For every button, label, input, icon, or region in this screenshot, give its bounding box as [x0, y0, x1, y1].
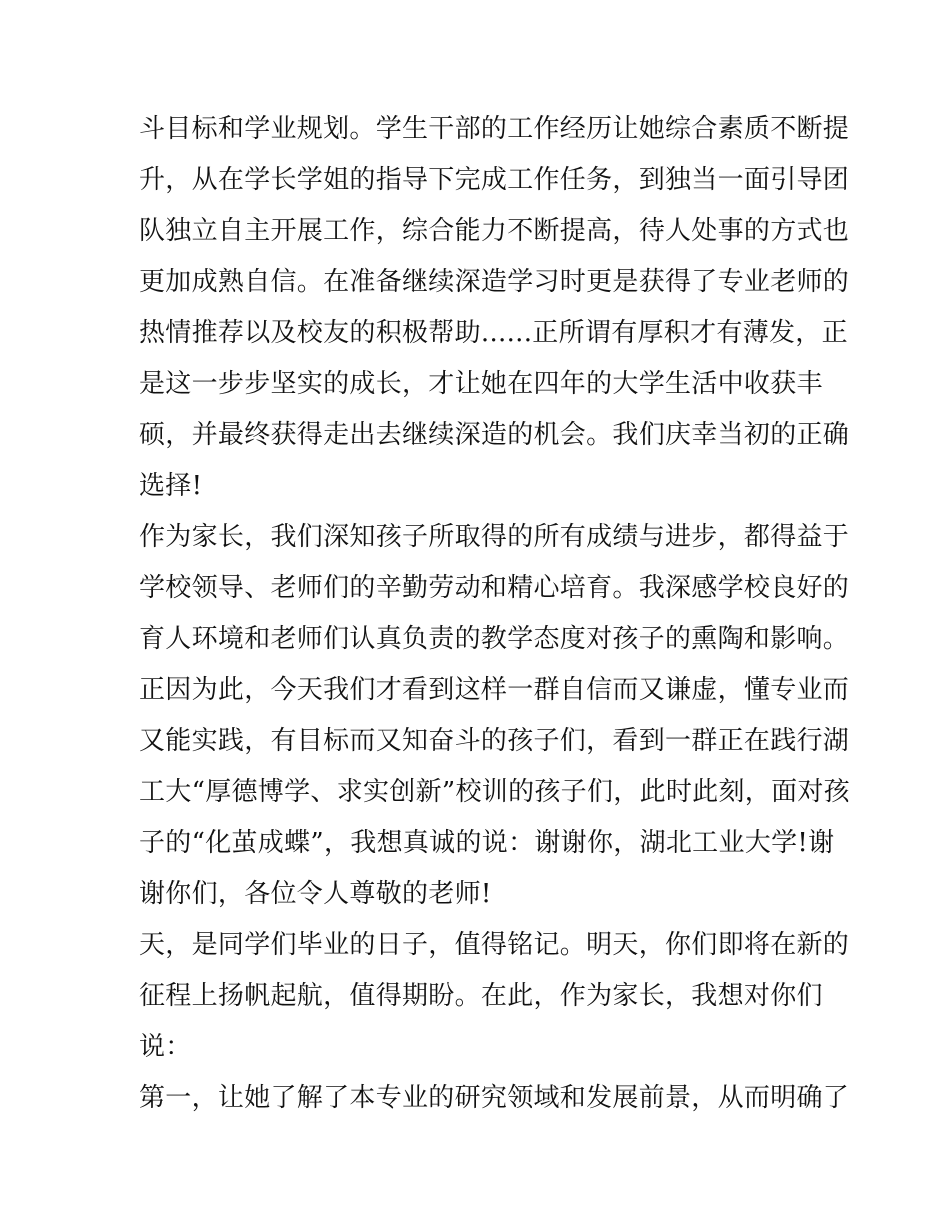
- text-line: 天，是同学们毕业的日子，值得铭记。明天，你们即将在新的: [139, 930, 850, 960]
- text-line: 学校领导、老师们的辛勤劳动和精心培育。我深感学校良好的: [139, 573, 850, 603]
- text-line: 是这一步步坚实的成长，才让她在四年的大学生活中收获丰: [139, 369, 823, 399]
- text-line: 子的“化茧成蝶”，我想真诚的说：谢谢你，湖北工业大学!谢: [139, 828, 835, 858]
- text-line: 又能实践，有目标而又知奋斗的孩子们，看到一群正在践行湖: [139, 726, 850, 756]
- body-text: [139, 104, 850, 1124]
- text-line: 工大“厚德博学、求实创新”校训的孩子们，此时此刻，面对孩: [139, 777, 850, 807]
- text-line: 说：: [139, 1032, 192, 1062]
- text-line: 队独立自主开展工作，综合能力不断提高，待人处事的方式也: [139, 216, 850, 246]
- text-line: 更加成熟自信。在准备继续深造学习时更是获得了专业老师的: [139, 267, 850, 297]
- text-line: 谢你们，各位令人尊敬的老师!: [139, 879, 492, 909]
- text-line: 斗目标和学业规划。学生干部的工作经历让她综合素质不断提: [139, 114, 850, 144]
- text-line: 第一，让她了解了本专业的研究领域和发展前景，从而明确了: [139, 1083, 850, 1113]
- text-line: 征程上扬帆起航，值得期盼。在此，作为家长，我想对你们: [139, 981, 823, 1011]
- text-line: 正因为此，今天我们才看到这样一群自信而又谦虚，懂专业而: [139, 675, 850, 705]
- text-line: 升，从在学长学姐的指导下完成工作任务，到独当一面引导团: [139, 165, 850, 195]
- text-line: 作为家长，我们深知孩子所取得的所有成绩与进步，都得益于: [139, 522, 850, 552]
- text-line: 选择!: [139, 471, 203, 501]
- text-line: 硕，并最终获得走出去继续深造的机会。我们庆幸当初的正确: [139, 420, 850, 450]
- text-line: 育人环境和老师们认真负责的教学态度对孩子的熏陶和影响。: [139, 624, 850, 654]
- text-line: 热情推荐以及校友的积极帮助......正所谓有厚积才有薄发，正: [139, 318, 848, 348]
